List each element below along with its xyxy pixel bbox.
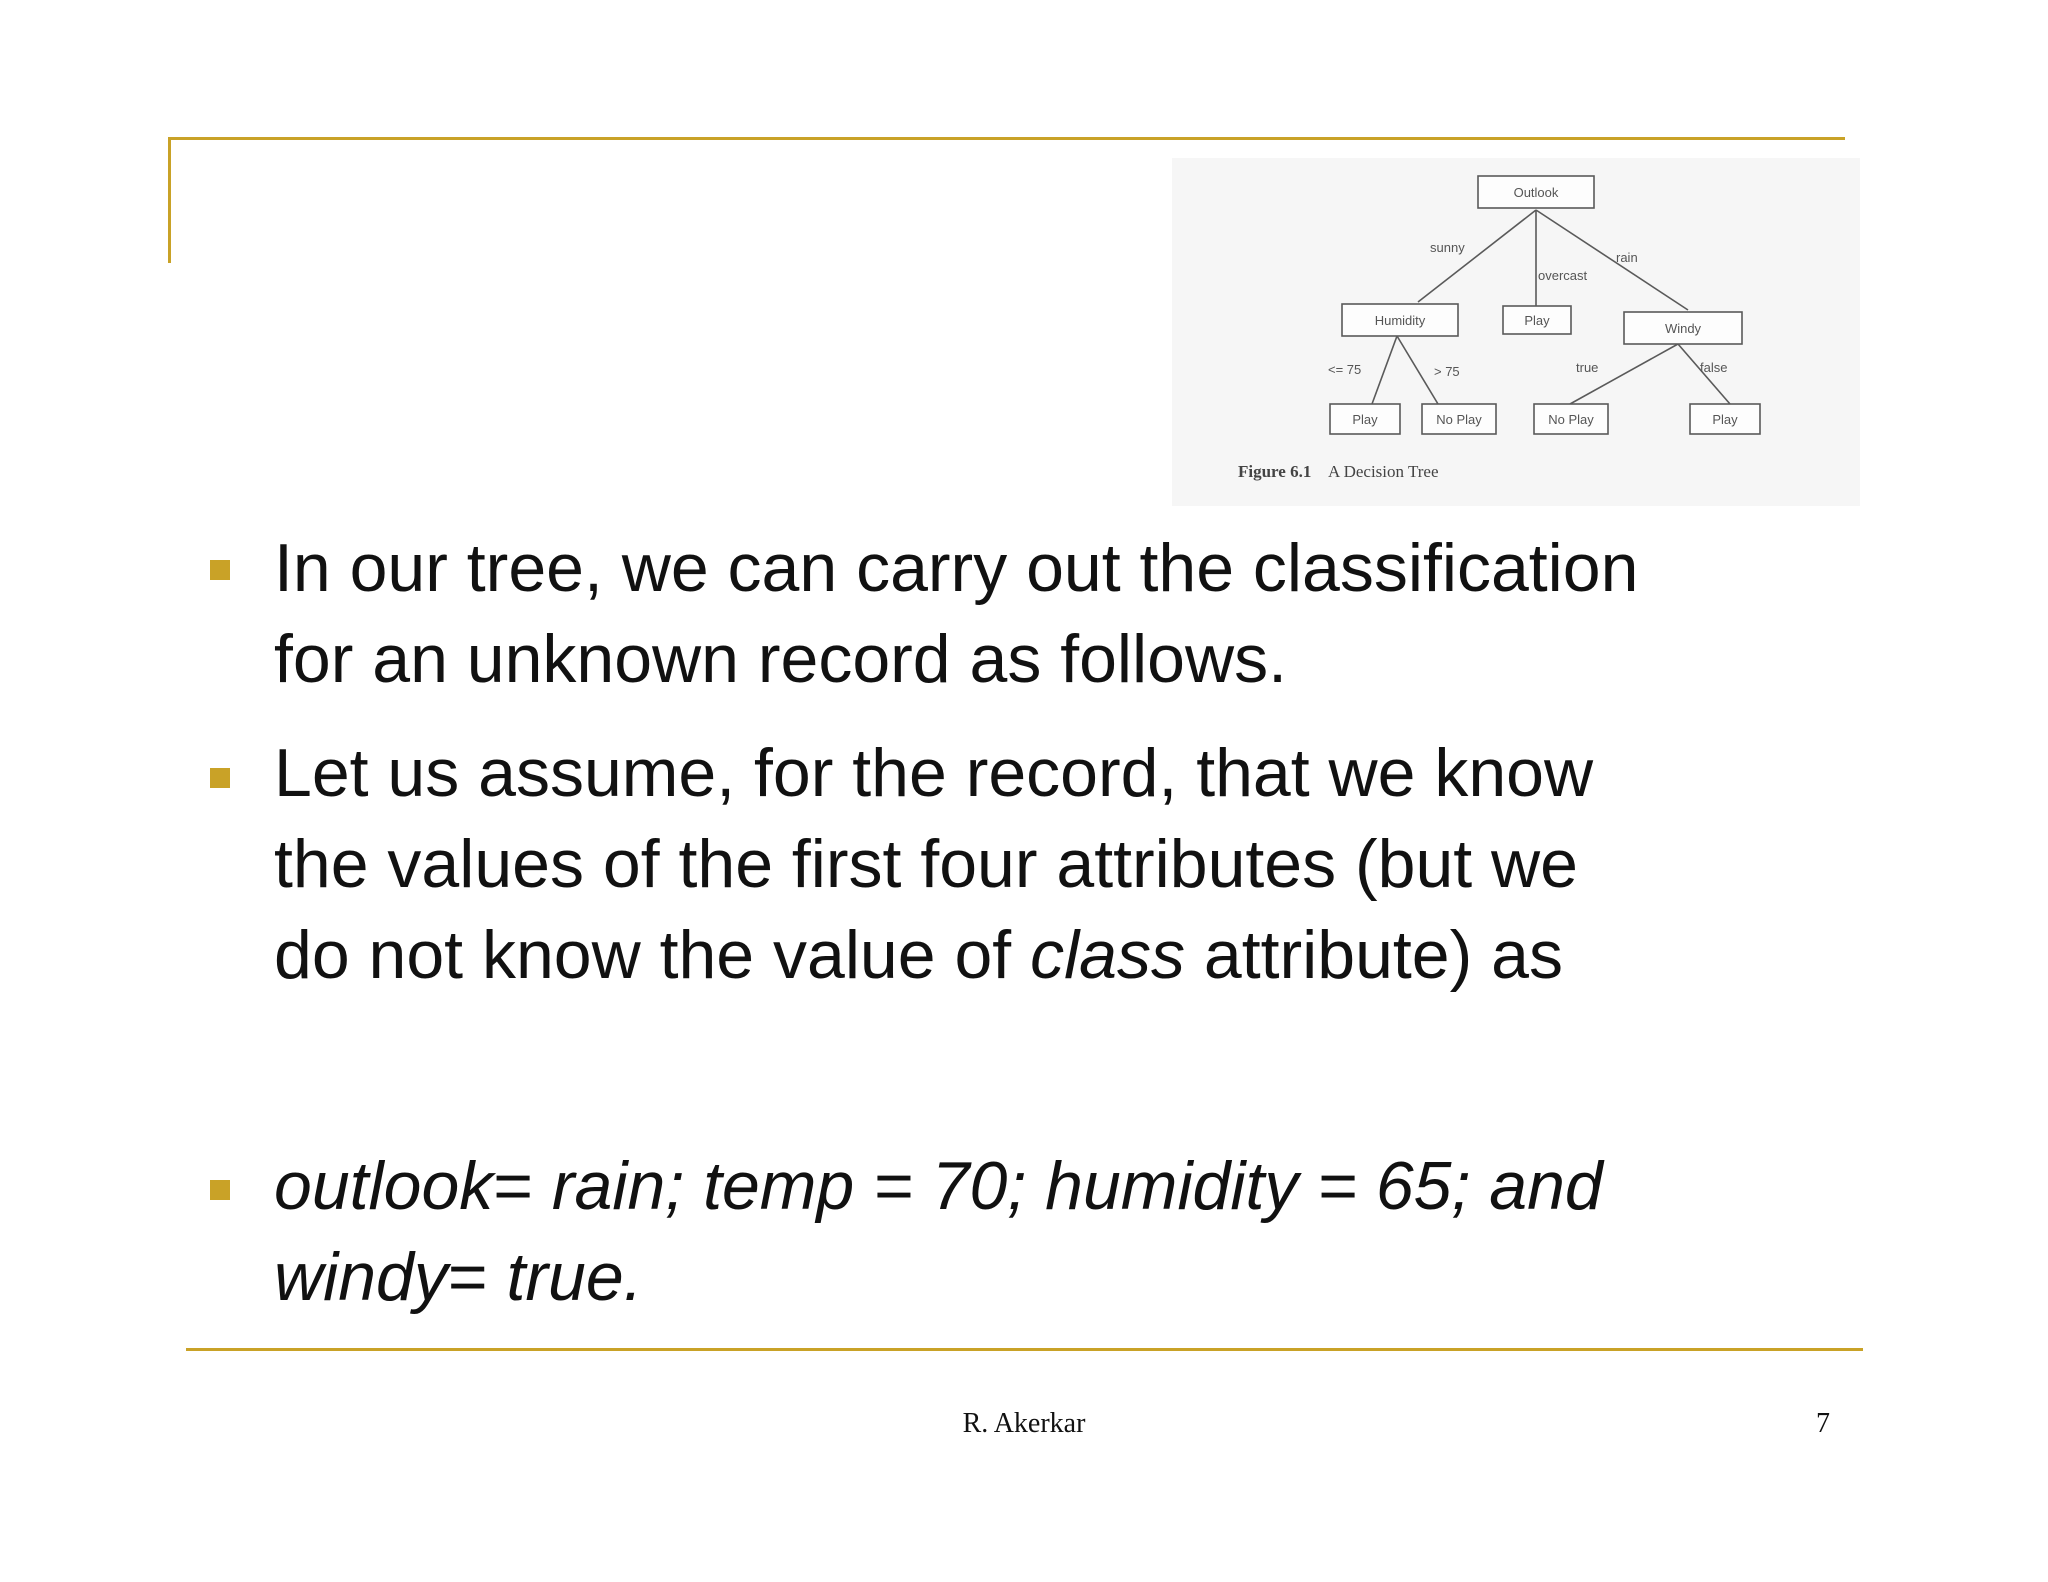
node-play-overcast-label: Play [1524,313,1550,328]
edge-humidity-noplay [1397,336,1438,404]
bullet-3-equals-1: = [493,1148,552,1224]
edge-label-gt75: > 75 [1434,364,1460,379]
edge-label-true: true [1576,360,1599,375]
footer-author: R. Akerkar [962,1408,1086,1439]
node-outlook-label: Outlook [1513,185,1559,200]
bullet-3-equals-2: = [447,1239,507,1315]
bullet-2-line-3-c: attribute) as [1185,917,1563,993]
node-play-le75-label: Play [1352,412,1378,427]
figure-caption-text: A Decision Tree [1328,462,1439,481]
node-noplay-true-label: No Play [1548,412,1594,427]
bullet-2-line-1: Let us assume, for the record, that we know [274,735,1594,811]
bullet-2-class-word: class [1030,917,1186,993]
edge-outlook-windy [1536,210,1688,310]
bullet-1-line-2: for an unknown record as follows. [274,621,1287,697]
bullet-3-windy: windy [274,1239,448,1315]
bullet-marker [210,1180,230,1200]
node-humidity-label: Humidity [1374,313,1426,328]
page-number: 7 [1816,1408,1830,1439]
figure-caption-label: Figure 6.1 [1238,462,1312,481]
node-play-false-label: Play [1712,412,1738,427]
bullet-3-outlook: outlook [274,1148,494,1224]
edge-humidity-play [1372,336,1397,404]
edge-label-rain: rain [1616,250,1638,265]
footer-rule [186,1348,1863,1351]
edge-label-le75: <= 75 [1328,362,1362,377]
edge-outlook-humidity [1418,210,1536,302]
bullet-3-line-1-rest: rain; temp = 70; humidity = 65; and [551,1148,1603,1224]
node-windy-label: Windy [1664,321,1702,336]
edge-label-false: false [1700,360,1728,375]
title-frame-top-rule [168,137,1845,140]
node-noplay-gt75-label: No Play [1436,412,1482,427]
bullet-3-line-1 [274,1141,1874,1232]
title-frame-left-rule [168,137,171,263]
bullet-3-true: true. [506,1239,643,1315]
bullet-2-line-3 [274,910,1874,1001]
bullet-2-line-2: the values of the first four attributes (but we [274,826,1578,902]
bullet-1-line-1: In our tree, we can carry out the classification [274,530,1639,606]
decision-tree-figure [1172,158,1860,506]
edge-label-overcast: overcast [1538,268,1588,283]
bullet-2-line-3-a: do not know the value of [274,917,1031,993]
bullet-marker [210,560,230,580]
decision-tree-diagram [1172,158,1860,506]
edge-label-sunny: sunny [1430,240,1465,255]
bullet-marker [210,768,230,788]
bullet-3-line-2 [274,1232,1874,1323]
